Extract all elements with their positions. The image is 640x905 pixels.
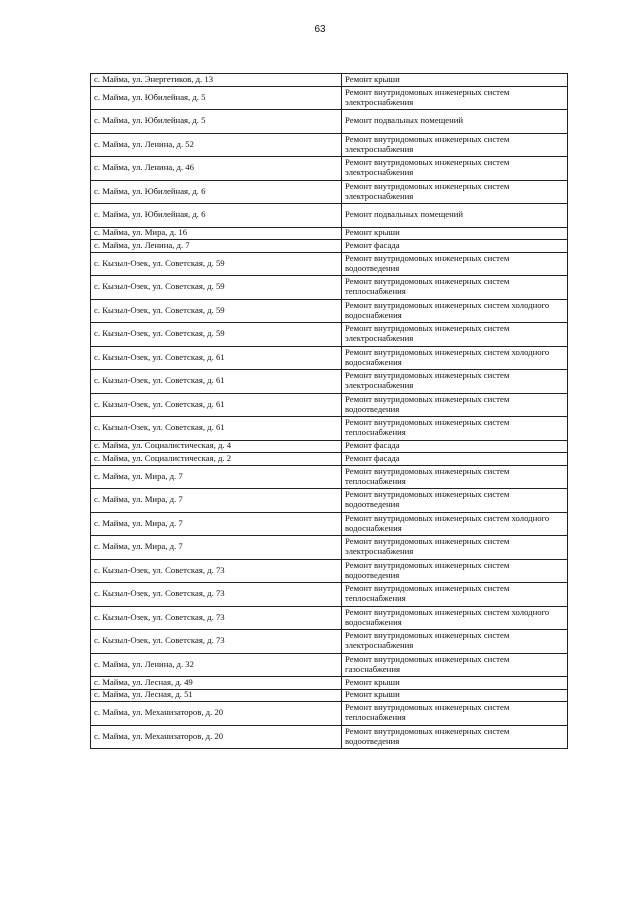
table-row [91,370,568,394]
table-row [91,86,568,110]
address-cell: с. Майма, ул. Социалистическая, д. 4 [91,440,342,453]
work-type-cell: Ремонт внутридомовых инженерных систем электроснабжения [342,157,568,181]
table-row [91,689,568,702]
work-type-cell: Ремонт внутридомовых инженерных систем холодного водоснабжения [342,606,568,630]
address-cell: с. Майма, ул. Юбилейная, д. 5 [91,86,342,110]
work-type-cell: Ремонт подвальных помещений [342,110,568,134]
work-type-cell: Ремонт фасада [342,453,568,466]
table-row [91,276,568,300]
address-cell: с. Майма, ул. Юбилейная, д. 6 [91,180,342,204]
table-row [91,417,568,441]
address-cell: с. Кызыл-Озек, ул. Советская, д. 59 [91,252,342,276]
address-cell: с. Майма, ул. Лесная, д. 49 [91,677,342,690]
work-type-cell: Ремонт внутридомовых инженерных систем электроснабжения [342,630,568,654]
table-row [91,323,568,347]
table-row [91,465,568,489]
address-cell: с. Майма, ул. Лесная, д. 51 [91,689,342,702]
table-row [91,252,568,276]
address-cell: с. Кызыл-Озек, ул. Советская, д. 59 [91,323,342,347]
table-row [91,453,568,466]
work-type-cell: Ремонт внутридомовых инженерных систем холодного водоснабжения [342,512,568,536]
address-cell: с. Кызыл-Озек, ул. Советская, д. 73 [91,583,342,607]
work-type-cell: Ремонт внутридомовых инженерных систем электроснабжения [342,536,568,560]
address-cell: с. Кызыл-Озек, ул. Советская, д. 61 [91,417,342,441]
address-cell: с. Кызыл-Озек, ул. Советская, д. 73 [91,559,342,583]
work-type-cell: Ремонт внутридомовых инженерных систем водоотведения [342,252,568,276]
address-cell: с. Майма, ул. Ленина, д. 46 [91,157,342,181]
work-type-cell: Ремонт подвальных помещений [342,204,568,228]
address-cell: с. Майма, ул. Мира, д. 7 [91,512,342,536]
work-type-cell: Ремонт внутридомовых инженерных систем электроснабжения [342,180,568,204]
table-row [91,180,568,204]
table-row [91,702,568,726]
table-row [91,512,568,536]
table-row [91,240,568,253]
work-type-cell: Ремонт внутридомовых инженерных систем водоотведения [342,489,568,513]
table-row [91,677,568,690]
table-row [91,725,568,749]
work-type-cell: Ремонт крыши [342,677,568,690]
address-cell: с. Кызыл-Озек, ул. Советская, д. 59 [91,276,342,300]
work-type-cell: Ремонт внутридомовых инженерных систем электроснабжения [342,370,568,394]
address-cell: с. Майма, ул. Юбилейная, д. 5 [91,110,342,134]
address-cell: с. Майма, ул. Мира, д. 7 [91,536,342,560]
address-cell: с. Майма, ул. Механизаторов, д. 20 [91,725,342,749]
work-type-cell: Ремонт внутридомовых инженерных систем теплоснабжения [342,465,568,489]
address-cell: с. Майма, ул. Юбилейная, д. 6 [91,204,342,228]
address-cell: с. Кызыл-Озек, ул. Советская, д. 61 [91,346,342,370]
work-type-cell: Ремонт внутридомовых инженерных систем холодного водоснабжения [342,346,568,370]
work-type-cell: Ремонт внутридомовых инженерных систем электроснабжения [342,133,568,157]
work-type-cell: Ремонт внутридомовых инженерных систем электроснабжения [342,323,568,347]
work-type-cell: Ремонт внутридомовых инженерных систем водоотведения [342,725,568,749]
address-cell: с. Майма, ул. Механизаторов, д. 20 [91,702,342,726]
table-row [91,133,568,157]
work-type-cell: Ремонт внутридомовых инженерных систем электроснабжения [342,86,568,110]
repair-works-table [90,73,568,749]
table-row [91,346,568,370]
page-number: 63 [314,24,326,35]
table-row [91,606,568,630]
work-type-cell: Ремонт внутридомовых инженерных систем теплоснабжения [342,583,568,607]
address-cell: с. Кызыл-Озек, ул. Советская, д. 59 [91,299,342,323]
table-row [91,559,568,583]
address-cell: с. Майма, ул. Энергетиков, д. 13 [91,74,342,87]
table-row [91,630,568,654]
address-cell: с. Майма, ул. Социалистическая, д. 2 [91,453,342,466]
address-cell: с. Майма, ул. Мира, д. 7 [91,465,342,489]
address-cell: с. Кызыл-Озек, ул. Советская, д. 73 [91,606,342,630]
work-type-cell: Ремонт внутридомовых инженерных систем водоотведения [342,393,568,417]
work-type-cell: Ремонт внутридомовых инженерных систем водоотведения [342,559,568,583]
work-type-cell: Ремонт крыши [342,689,568,702]
address-cell: с. Майма, ул. Ленина, д. 52 [91,133,342,157]
work-type-cell: Ремонт фасада [342,440,568,453]
work-type-cell: Ремонт крыши [342,74,568,87]
table-row [91,74,568,87]
table-row [91,489,568,513]
work-type-cell: Ремонт внутридомовых инженерных систем газоснабжения [342,653,568,677]
table-row [91,393,568,417]
work-type-cell: Ремонт внутридомовых инженерных систем холодного водоснабжения [342,299,568,323]
work-type-cell: Ремонт внутридомовых инженерных систем теплоснабжения [342,417,568,441]
address-cell: с. Кызыл-Озек, ул. Советская, д. 73 [91,630,342,654]
address-cell: с. Майма, ул. Ленина, д. 32 [91,653,342,677]
address-cell: с. Кызыл-Озек, ул. Советская, д. 61 [91,393,342,417]
table-body [91,74,568,749]
work-type-cell: Ремонт крыши [342,227,568,240]
table-row [91,157,568,181]
table-row [91,110,568,134]
work-type-cell: Ремонт фасада [342,240,568,253]
table-row [91,299,568,323]
work-type-cell: Ремонт внутридомовых инженерных систем теплоснабжения [342,702,568,726]
address-cell: с. Майма, ул. Ленина, д. 7 [91,240,342,253]
address-cell: с. Кызыл-Озек, ул. Советская, д. 61 [91,370,342,394]
table-row [91,227,568,240]
address-cell: с. Майма, ул. Мира, д. 7 [91,489,342,513]
table-row [91,583,568,607]
table-row [91,204,568,228]
table-row [91,653,568,677]
work-type-cell: Ремонт внутридомовых инженерных систем теплоснабжения [342,276,568,300]
table-row [91,536,568,560]
table-row [91,440,568,453]
address-cell: с. Майма, ул. Мира, д. 16 [91,227,342,240]
